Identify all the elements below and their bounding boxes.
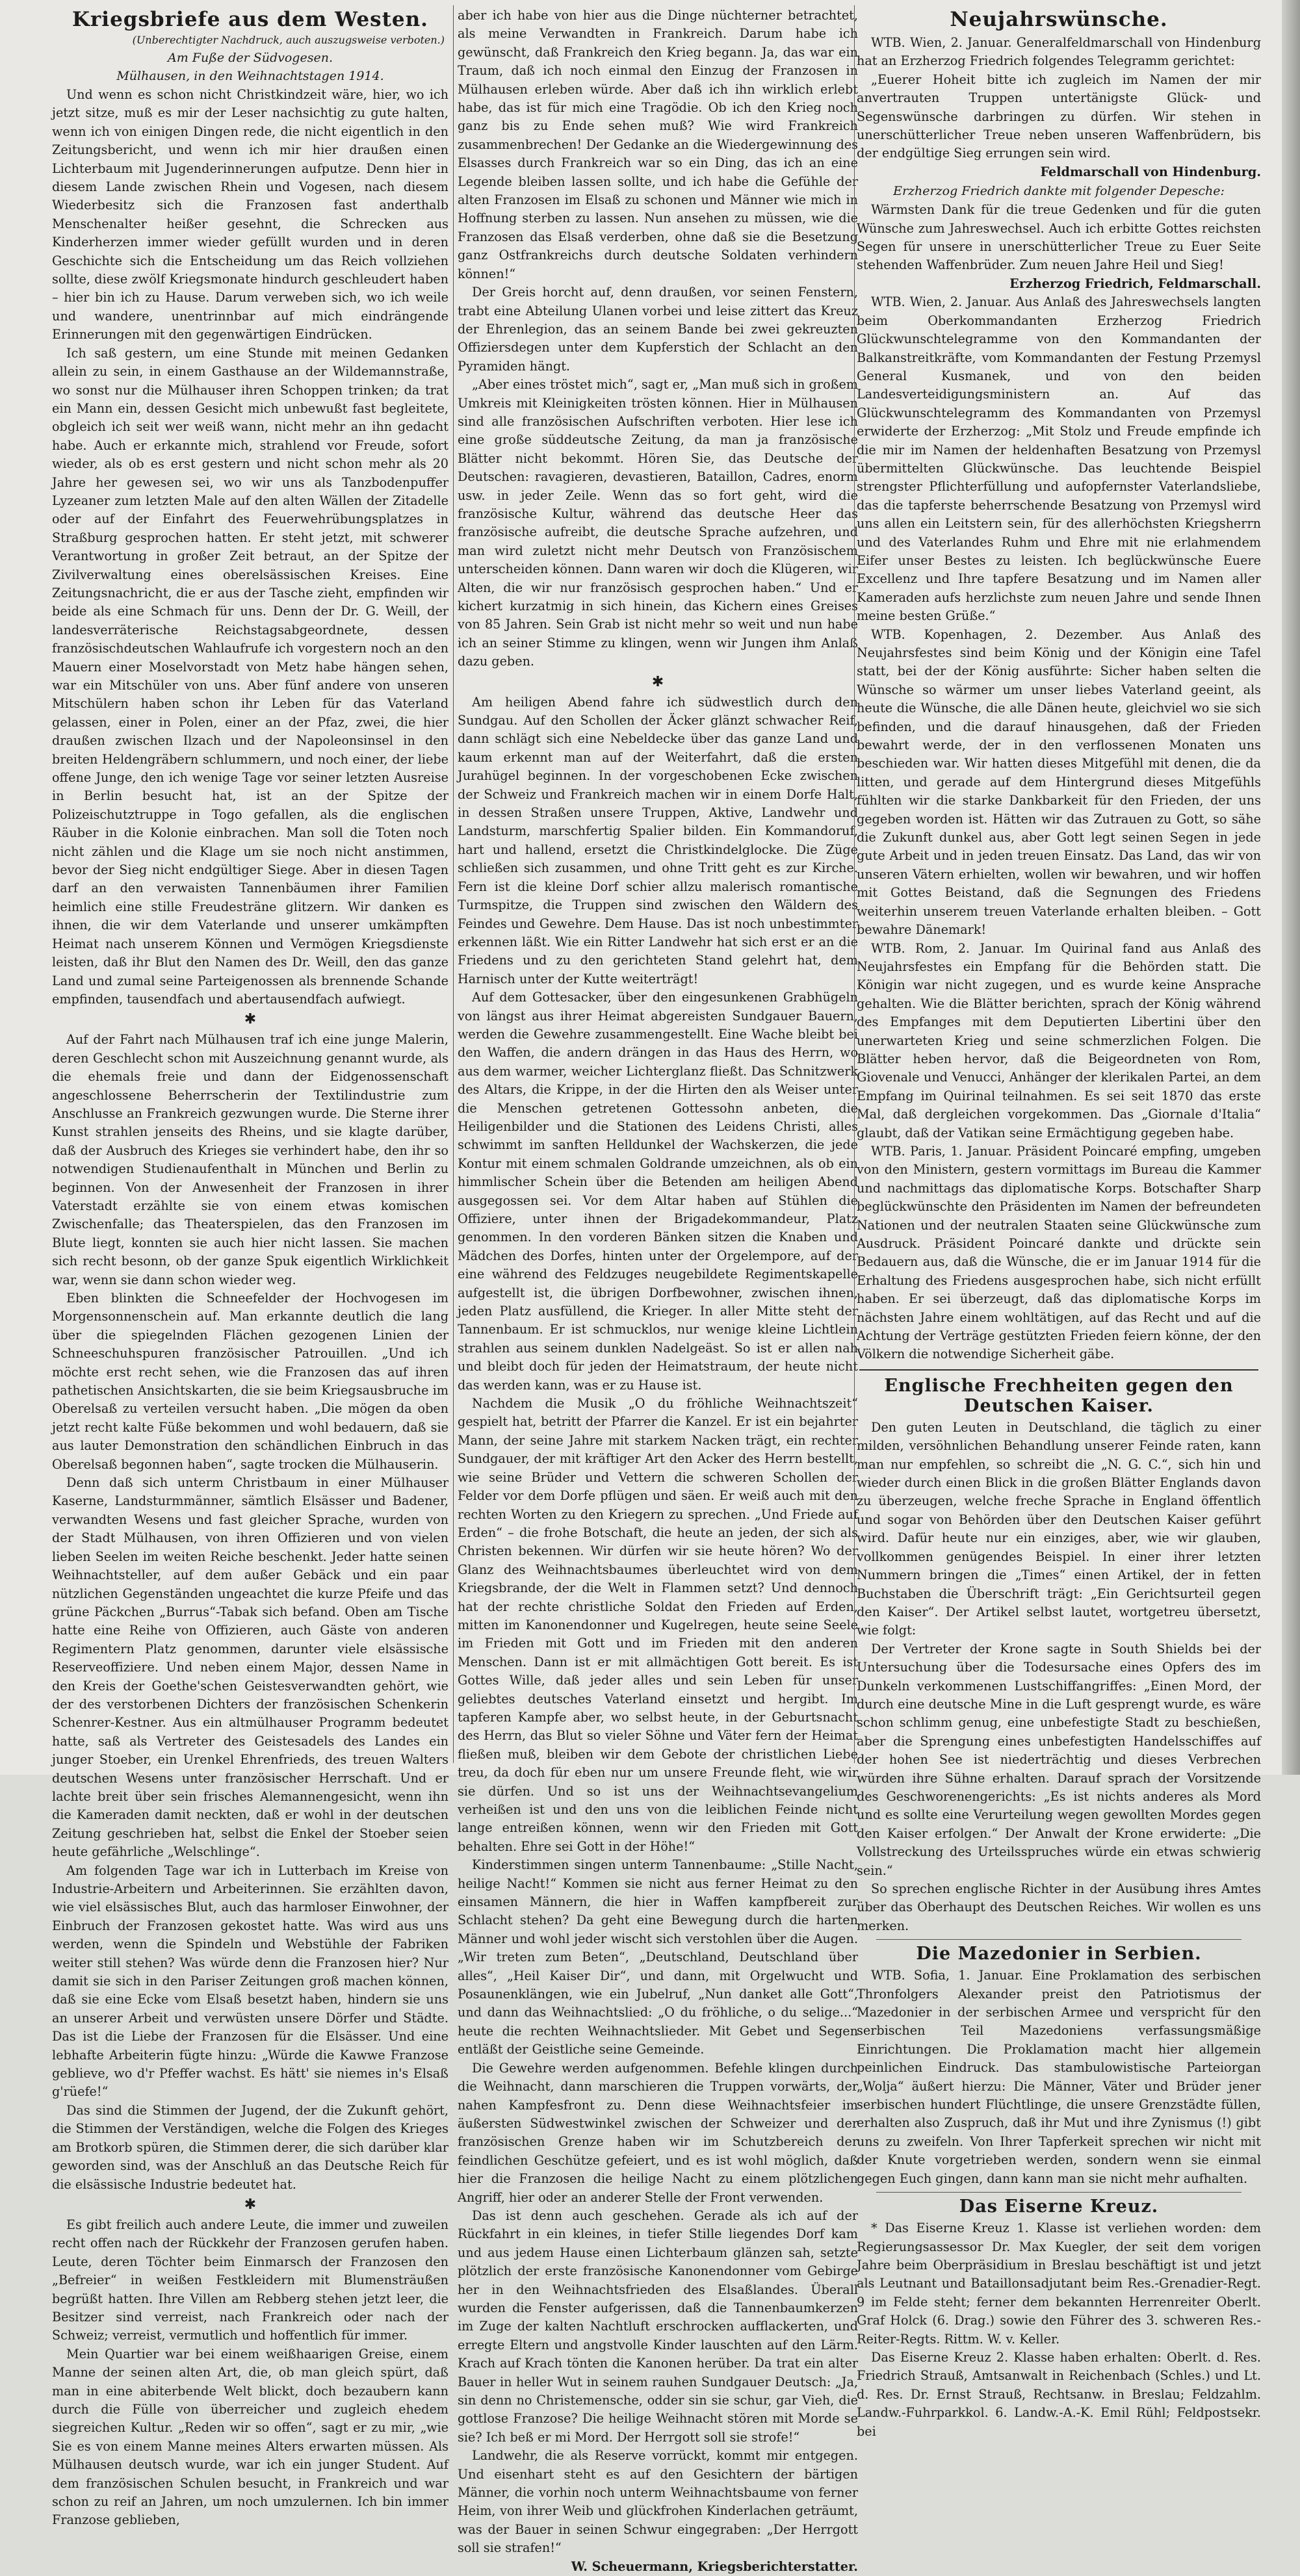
article-paragraph: Kinderstimmen singen unterm Tannenbaume: „Stille Nacht, heilige Nacht!“ Kommen sie nicht aus ferner Heimat zu den einsamen Männern, die hier in Waffen kampfbereit zur Schlacht stehen? Da geht eine Bewegung durch die harten Männer und wohl jeder wischt sich verstohlen über die Augen. „Wir treten zum Beten“, „Deutschland, Deutschland über alles“, „Heil Kaiser Dir“, und dann, mit Orgelwucht und Posaunenklängen, wie ein Jubelruf, „Nun danket alle Gott“, und dann das Weihnachtslied: „O du fröhliche, o du selige...“ heute die rechten Weihnachtslieder. Mit Gebet und Segen entläßt der Geistliche seine Gemeinde.	[458, 1857, 858, 2057]
article-title-kriegsbriefe: Kriegsbriefe aus dem Westen.	[72, 8, 428, 31]
news-item: Das Eiserne Kreuz 2. Klasse haben erhalten: Oberlt. d. Res. Friedrich Strauß, Amtsanwalt in Reichenbach (Schles.) und Lt. d. Res. Dr. Ernst Strauß, Rechtsanw. in Breslau; Feldzahlm. Landw.-Fuhrparkkol. 6. Landw.-A.-K. Emil Rühl; Feldpostsekr. bei	[857, 2349, 1261, 2439]
section-divider	[876, 2192, 1242, 2193]
column-divider	[854, 5, 855, 1763]
article-paragraph: Und wenn es schon nicht Christkindzeit wäre, hier, wo ich jetzt sitze, muß es mir der Leser nachsichtig zu gute halten, wenn ich von einigen Dingen rede, die nicht eigentlich in den Zeitungsbericht, und wenn ich mir hier draußen einen Lichterbaum mit Jugenderinnerungen aufputze. Denn hier in diesem Lande zwischen Rhein und Vogesen, nach diesem Wiederbesitz sich die Franzosen fast anderthalb Menschenalter heißer gesehnt, die Schrecken aus Kinderherzen immer wieder gefüllt wurden und in deren Geschichte sich die Entscheidung um das Reich vollziehen sollte, diese zwölf Kriegsmonate hindurch geschleudert haben – hier bin ich zu Hause. Darum verweben sich, wo ich weile und wandere, unentrinnbar auf mich eindrängende Erinnerungen mit den gegenwärtigen Eindrücken.	[52, 87, 448, 342]
page-edge-shadow	[1282, 0, 1300, 1775]
article-paragraph: Auf der Fahrt nach Mülhausen traf ich eine junge Malerin, deren Geschlecht schon mit Auszeichnung genannt wurde, als die ehemals freie und dann der Eidgenossenschaft angeschlossene Beherrscherin der Textilindustrie zum Anschlusse an Frankreich gezwungen wurde. Die Sterne ihrer Kunst strahlen jenseits des Rheins, und sie klagte darüber, daß der Ausbruch des Krieges sie verhindert habe, den ihr so notwendigen Studienaufenthalt in München und Berlin zu beginnen. Von der Anwesenheit der Franzosen in ihrer Vaterstadt erzählte sie von einem etwas komischen Zwischenfalle; das Theaterspielen, das den Franzosen im Blute liegt, konnten sie auch hier nicht lassen. Sie machen sich recht besonn, ob der ganze Spuk eigentlich Wirklichkeit war, wenn sie dann schon wieder weg.	[52, 1032, 448, 1287]
news-item: WTB. Rom, 2. Januar. Im Quirinal fand aus Anlaß des Neujahrsfestes ein Empfang für die Behörden statt. Die Königin war nicht zugegen, und es wurde keine Ansprache gehalten. Wie die Blätter berichten, sprach der König während des Empfanges mit dem Deputierten Libertini über den unerwarteten Krieg und seine schmerzlichen Folgen. Die Blätter heben hervor, daß die Beigeordneten von Rom, Giovenale und Venucci, Anhänger der klerikalen Partei, an dem Empfang im Quirinal teilnahmen. Es sei seit 1870 das erste Mal, daß dergleichen vorgekommen. Das „Giornale d'Italia“ glaubt, daß der Vatikan seine Ermächtigung gegeben habe.	[857, 940, 1261, 1140]
article-paragraph: Die Gewehre werden aufgenommen. Befehle klingen durch die Weihnacht, dann marschieren die Truppen vorwärts, der nahen Kampfesfront zu. Denn diese Weihnachtsfeier im äußersten Südwestwinkel zwischen der Schweizer und der französischen Grenze haben wir im Schutzbereich der feindlichen Geschütze gefeiert, und es ist wohl möglich, daß hier die Franzosen die heilige Nacht zu einem plötzlichen Angriff, hier oder an anderer Stelle der Front verwenden.	[458, 2060, 858, 2205]
section-divider	[859, 1369, 1258, 1371]
article-paragraph: Nachdem die Musik „O du fröhliche Weihnachtszeit“ gespielt hat, betritt der Pfarrer die Kanzel. Er ist ein bejahrter Mann, der seine Jahre mit starkem Nacken trägt, ein rechter Sundgauer, der mit kräftiger Art den Acker des Herrn bestellt, wie seine Brüder und Vettern die schweren Schollen der Felder vor dem Dorfe pflügen und säen. Er weiß auch mit den rechten Worten zu den Kriegern zu sprechen. „Und Friede auf Erden“ – die frohe Botschaft, die heute an jeden, der sich als Christen bekennen. Wir dürfen wir sie heute hören? Wo der Glanz des Weihnachtsbaumes überleuchtet wird von dem Kriegsbrande, der die Welt in Flammen setzt? Und dennoch hat der rechte christliche Soldat den Frieden auf Erden, mitten im Kanonendonner und Kugelregen, heute seine Seele im Frieden mit Gott und im Frieden mit den anderen Menschen. Dann ist er mit allmächtigen Gott bereit. Es ist Gottes Wille, daß jeder alles und sein Leben für unser geliebtes deutsches Vaterland einsetzt und hergibt. Im tapferen Kampfe aber, wo selbst heute, in der Geburtsnacht des Herrn, das Blut so vieler Söhne und Väter fern der Heimat fließen muß, bleiben wir dem Gebote der christlichen Liebe treu, da doch für eben nur um unsere Freunde fleht, wie wir sie dürfen. Und so ist uns der Weihnachtsevangelium verheißen ist und den uns von die leiblichen Feinde nicht lange entreißen können, wenn wir den Frieden mit Gott behalten. Ehre sei Gott in der Höhe!“	[458, 1396, 858, 1854]
news-item: So sprechen englische Richter in der Ausübung ihres Amtes über das Oberhaupt des Deutschen Reiches. Wir wollen es uns merken.	[857, 1881, 1261, 1933]
article-paragraph: aber ich habe von hier aus die Dinge nüchterner betrachtet, als meine Verwandten in Frankreich. Darum habe ich gewünscht, daß Frankreich den Krieg begann. Ja, das war ein Traum, daß ich noch einmal den Einzug der Franzosen in Mülhausen erleben würde. Aber daß ich ihn wirklich erlebt habe, das ist für mich eine Tragödie. Ob ich den Krieg noch ganz bis zu Ende sehen muß? Wie wird Frankreich zusammenbrechen! Der Gedanke an die Wiedergewinnung des Elsasses durch Frankreich war so ein Ding, das ich an eine Legende bleiben lassen sollte, und ich habe die Gefühle der alten Franzosen im Elsaß zu schonen und Männer wie mich in Hoffnung sterben zu lassen. Nun ansehen zu müssen, wie die Franzosen das Elsaß verderben, ohne daß sie die Besetzung ganz Ostfrankreichs durch deutsche Soldaten verhindern können!“	[458, 8, 858, 281]
article-paragraph: Eben blinkten die Schneefelder der Hochvogesen im Morgensonnenschein auf. Man erkannte deutlich die lang über die spiegelnden Flächen gezogenen Linien der Schneeschuhspuren französischer Patrouillen. „Und ich möchte erst recht sehen, wie die Franzosen das auf ihren pathetischen Ansichtskarten, die sie beim Kriegsausbruche im Oberelsaß zu verteilen versucht haben. „Die mögen da oben jetzt recht kalte Füße bekommen und wohl bedauern, daß sie aus lauter Demonstration den schändlichen Einbruch in das Oberelsaß begonnen haben“, sagte trocken die Mülhauserin.	[52, 1291, 448, 1472]
article-paragraph: Denn daß sich unterm Christbaum in einer Mülhauser Kaserne, Landsturmmänner, sämtlich Elsässer und Badener, verwandten Wesens und fast gleicher Sprache, wurden von der Stadt Mülhausen, von ihren Offizieren und von vielen lieben Seelen im weiten Reiche beschenkt. Jeder hatte seinen Weihnachtsteller, auf dem außer Gebäck und ein paar nützlichen Gegenständen ungeachtet die kurze Pfeife und das grüne Päckchen „Burrus“-Tabak sich befand. Oben am Tische hatte eine Reihe von Offizieren, auch Gäste von anderen Regimentern Platz genommen, darunter viele elsässische Reserveoffiziere. Und neben einem Major, dessen Name in den Kreis der Goethe'schen Geistesverwandten gehört, wie der des verstorbenen Dichters der französischen Schenkerin Schenrer-Kestner. Aus ein altmülhauser Programm bedeutet hatte, saß als Vertreter des Geistesadels des Landes ein junger Stoeber, ein Urenkel Ehrenfrieds, des treuen Walters deutschen Wesens unter französischer Herrschaft. Und er lachte breit über sein frisches Alemannengesicht, wenn ihn die Kameraden damit neckten, daß er wohl in der deutschen Zeitung geschrieben hat, selbst die Enkel der Stoeber seien heute gefährliche „Welschlinge“.	[52, 1475, 448, 1860]
telegram-signature: Feldmarschall von Hindenburg.	[1040, 164, 1261, 179]
article-paragraph: Ich saß gestern, um eine Stunde mit meinen Gedanken allein zu sein, in einem Gasthause an der Wildemannstraße, wo sonst nur die Mülhauser ihren Schoppen trinken; da trat ein Mann ein, dessen Gesicht mich unbewußt fast begleitete, obgleich ich seit wer weiß wann, nicht mehr an ihn gedacht habe. Auch er erkannte mich, strahlend vor Freude, sofort wieder, als ob es erst gestern und nicht schon mehr als 20 Jahre her gewesen sei, wo wir uns als Tanzbodenpuffer Lyzeaner zum letzten Male auf den alten Wällen der Zitadelle oder auf der Einfahrt des Feuerwehrübungsplatzes in Straßburg gesprochen hatten. Er steht jetzt, mit schwerer Verantwortung in großer Zeit betraut, an der Spitze der Zivilverwaltung eines oberelsässischen Kreises. Eine Zeitungsnachricht, die er aus der Tasche zieht, empfinden wir beide als eine Schmach für uns. Denn der Dr. G. Weill, der landesverräterische Reichstagsabgeordnete, dessen französischdeutschen Wahlaufrufe ich vorgestern noch an den Mauern einer Moselvorstadt von Metz habe hängen sehen, war ein Mitschüler von uns. Aber fünf andere von unseren Mitschülern haben schon ihr Leben für das Vaterland gelassen, einer in Polen, einer an der Pfaz, zwei, die hier draußen zwischen Ilzach und der Napoleonsinsel in den breiten Heldengräbern schlummern, und noch einer, der liebe offene Junge, den ich wenige Tage vor seiner letzten Ausreise in Berlin besucht hat, ist an der Spitze der Polizeischutztruppe in Togo gefallen, als die englischen Räuber in die Kolonie einbrachen. Man soll die Toten noch nicht zählen und die Klage um sie noch nicht anstimmen, bevor der Sieg nicht endgültiger Siege. Aber in diesen Tagen darf an den verwaisten Tannenbäumen ihrer Familien heimlich eine stille Freudesträne glitzern. Wir danken es ihnen, die wir dem Vaterlande und unserer umkämpften Heimat nach unserem Können und Vermögen Kriegsdienste leisten, daß ihr Blut den Namen des Dr. Weill, den das ganze Land und zumal seine Parteigenossen als brennende Schande empfinden, tausendfach und abertausendfach aufwiegt.	[52, 345, 448, 1007]
author-signature: W. Scheuermann, Kriegsberichterstatter.	[571, 2558, 858, 2574]
section-star-divider: ✱	[244, 1011, 257, 1028]
news-item: Wärmsten Dank für die treue Gedenken und für die guten Wünsche zum Jahreswechsel. Auch ich erbitte Gottes reichsten Segen für unsere in unerschütterlicher Treue zu Euer Seite stehenden Waffenbrüder. Zum neuen Jahre Heil und Sieg!	[857, 202, 1261, 273]
news-item: Den guten Leuten in Deutschland, die täglich zu einer milden, versöhnlichen Behandlung unserer Feinde raten, kann man nur empfehlen, so schreibt die „N. G. C.“, sich hin und wieder durch einen Blick in die großen Blätter Englands davon zu überzeugen, welche freche Sprache in England öffentlich und sogar von Behörden über den Deutschen Kaiser geführt wird. Dafür heute nur ein einziges, aber, wie wir glauben, vollkommen genügendes Beispiel. In einer ihrer letzten Nummern bringen die „Times“ einen Artikel, der in fetten Buchstaben die Überschrift trägt: „Ein Gerichtsurteil gegen den Kaiser“. Der Artikel selbst lautet, wortgetreu übersetzt, wie folgt:	[857, 1419, 1261, 1638]
news-item: WTB. Kopenhagen, 2. Dezember. Aus Anlaß des Neujahrsfestes sind beim König und der Königin eine Tafel statt, bei der der König ausführte: Sicher haben selten die Wünsche so wärmer um unser liebes Vaterland geeint, als heute die Wünsche, die alle Dänen heute, gleichviel wo sie sich befinden, und die darauf hinausgehen, daß der Frieden bewahrt werde, der in den verflossenen Monaten uns beschieden war. Wir hatten dieses Mitgefühl mit denen, die da litten, und gerade auf dem Hintergrund dieses Mitgefühls fühlten wir die starke Dankbarkeit für den Frieden, der uns gegeben worden ist. Hätten wir das Zutrauen zu Gott, so sähe die Zukunft dunkel aus, aber Gott legt seinen Segen in jede gute Arbeit und in jeden treuen Einsatz. Das Land, das wir von unseren Vätern erhielten, wollen wir bewahren, und wir hoffen mit Gottes Beistand, daß die Segnungen des Friedens weiterhin unserem treuen Vaterlande erhalten bleiben. – Gott bewahre Dänemark!	[857, 626, 1261, 938]
news-item: WTB. Paris, 1. Januar. Präsident Poincaré empfing, umgeben von den Ministern, gestern vormittags im Bureau die Kammer und nachmittags das diplomatische Korps. Botschafter Sharp beglückwünschte den Präsidenten im Namen der befreundeten Nationen und der neutralen Staaten seine Glückwünsche zum Ausdruck. Präsident Poincaré dankte und drückte sein Bedauern aus, daß die Wünsche, die er im Januar 1914 für die Erhaltung des Friedens ausgesprochen habe, sich nicht erfüllt haben. Er sei überzeugt, daß das diplomatische Korps im nächsten Jahre einem wohltätigen, auf das Recht und auf die Achtung der Verträge gestützten Frieden feiern könne, der den Völkern die notwendige Sicherheit gäbe.	[857, 1143, 1261, 1362]
news-item: * Das Eiserne Kreuz 1. Klasse ist verliehen worden: dem Regierungsassessor Dr. Max Kuegler, der seit dem vorigen Jahre beim Oberpräsidium in Breslau beschäftigt ist und jetzt als Leutnant und Bataillonsadjutant beim Res.-Grenadier-Regt. 9 im Felde steht; ferner dem bekannten Herrenreiter Oberlt. Graf Holck (6. Drag.) sowie den Führer des 3. schweren Res.-Reiter-Regts. Rittm. W. v. Keller.	[857, 2221, 1261, 2347]
news-item: WTB. Wien, 2. Januar. Aus Anlaß des Jahreswechsels langten beim Oberkommandanten Erzherzog Friedrich Glückwunschtelegramme von den Kommandanten der Balkanstreitkräfte, vom Kommandanten der Festung Przemysl General Kusmanek, und von den beiden Landesverteidigungsministern an. Auf das Glückwunschtelegramm des Kommandanten von Przemysl erwiderte der Erzherzog: „Mit Stolz und Freude empfinde ich die mir im Namen der heldenhaften Besatzung von Przemysl übermittelten Glückwünsche. Das leuchtende Beispiel strengster Pflichterfüllung und aufopfernster Vaterlandsliebe, das die tapferste beherrschende Besatzung von Przemysl wird uns allen ein Leitstern sein, für des allerhöchsten Kriegsherrn und des Vaterlandes Ruhm und Ehre mit nie erlahmendem Eifer unser Bestes zu leisten. Ich beglückwünsche Euere Excellenz und Ihre tapfere Besatzung und im Namen aller Kameraden aufs herzlichste zum neuen Jahre und sende Ihnen meine besten Grüße.“	[857, 294, 1261, 624]
article-subtitle: Am Fuße der Südvogesen.	[168, 51, 333, 65]
article-paragraph: „Aber eines tröstet mich“, sagt er, „Man muß sich in großem Umkreis mit Kleinigkeiten trösten können. Hier in Mülhausen sind alle französischen Aufschriften verboten. Hier lese ich eine große süddeutsche Zeitung, da man ja französische Blätter nicht bekommt. Hören Sie, das Deutsche der Deutschen: ravagieren, devastieren, Bataillon, Cadres, enorm usw. in jeder Zeile. Wenn das so fort geht, wird die französische Kultur, während das deutsche Heer das französische aufreibt, die deutsche Sprache aufzehren, und man wird zuletzt nicht mehr Deutsch von Französischem unterscheiden können. Dann waren wir doch die Klügeren, wir Alten, die wir nur französisch gesprochen haben.“ Und er kichert kurzatmig in sich hinein, das Kichern eines Greises von 85 Jahren. Sein Grab ist nicht mehr so weit und nun habe ich an seiner Stimme zu klingen, wenn wir Jungen ihm Anlaß dazu geben.	[458, 377, 858, 669]
column-middle	[458, 6, 858, 2574]
section-star-divider: ✱	[651, 673, 664, 690]
article-title-eisernes-kreuz: Das Eiserne Kreuz.	[959, 2196, 1159, 2217]
article-paragraph: Landwehr, die als Reserve vorrückt, kommt mir entgegen. Und eisenhart steht es auf den Gesichtern der bärtigen Männer, die vorhin noch unterm Weihnachtsbaume von ferner Heim, von ihrer Weib und glückfrohen Kinderlachen geträumt, was der Bauer in seinen Schwur eingegraben: „Der Herrgott soll sie strafen!“	[458, 2448, 858, 2556]
telegram-signature: Erzherzog Friedrich, Feldmarschall.	[1009, 276, 1261, 291]
reprint-note: (Unberechtigter Nachdruck, auch auszugsweise verboten.)	[132, 34, 445, 46]
column-divider	[453, 5, 454, 1763]
news-item: „Euerer Hoheit bitte ich zugleich im Namen der mir anvertrauten Truppen untertänigste Glück- und Segenswünsche darbringen zu dürfen. Wir stehen in unerschütterlicher Treue neben unseren Waffenbrüdern, bis der endgültige Sieg errungen sein wird.	[857, 71, 1261, 161]
article-paragraph: Mein Quartier war bei einem weißhaarigen Greise, einem Manne der seinen alten Art, die, ob man gleich spürt, daß man in eine abiterbende Welt blickt, doch bezaubern kann durch die Fülle von überreicher und zugleich ehedem siegreichen Kultur. „Reden wir so offen“, sagt er zu mir, „wie Sie es von einem Manne meines Alters erwarten müssen. Als Mülhausen deutsch wurde, war ich ein junger Student. Auf dem französischen Schulen besucht, in Frankreich und war schon zu reif an Jahren, um noch umzulernen. Ich bin immer Franzose geblieben,	[52, 2346, 448, 2528]
article-paragraph: Am folgenden Tage war ich in Lutterbach im Kreise von Industrie-Arbeitern und Arbeiterinnen. Sie erzählten davon, wie viel elsässisches Blut, auch das harmloser Einwohner, der Einbruch der Franzosen gekostet hatte. Was wird aus uns werden, wenn die Spindeln und Webstühle der Fabriken weiter still stehen? Was würde denn die Franzosen hier? Nur damit sie sich in den Pariser Zeitungen groß machen können, daß sie eine Ecke vom Elsaß besetzt haben, hindern sie uns an unserer Arbeit und verwüsten unsere Dörfer und Städte. Das ist die Liebe der Franzosen für die Elsässer. Und eine lebhafte Arbeiterin fügte hinzu: „Würde die Kawwe Franzose geblieve, wo d'r Pfeffer wachst. Es hätt' sie niemes in's Elsaß g'rüefe!“	[52, 1862, 448, 2100]
news-item: WTB. Wien, 2. Januar. Generalfeldmarschall von Hindenburg hat an Erzherzog Friedrich folgendes Telegramm gerichtet:	[857, 35, 1261, 69]
article-paragraph: Am heiligen Abend fahre ich südwestlich durch den Sundgau. Auf den Schollen der Äcker glänzt schwacher Reif, dann schlägt sich eine Nebeldecke über das ganze Land und kaum erkennt man auf der Weiterfahrt, daß die ersten Jurahügel beginnen. In der vorgeschobenen Ecke zwischen der Schweiz und Frankreich machen wir in einem Dorfe Halt, in dessen Straßen unsere Truppen, Aktive, Landwehr und Landsturm, marschfertig Spalier bilden. Ein Kommandoruf, hart und hallend, ersetzt die Christkindelglocke. Die Züge schließen sich zusammen, und ohne Tritt geht es zur Kirche. Fern ist die kleine Dorf schier allzu malerisch romantische Turmspitze, die Truppen sind zwischen den Wäldern des Feindes und Gewehre. Dem Hause. Das ist noch unbestimmter erkennen läßt. Wie ein Ritter Landwehr hat sich erst er an die Friedens und zu den gerichteten Stand gelehrt hat, dem Harnisch unter der Kutte weiterträgt!	[458, 694, 858, 986]
article-paragraph: Das ist denn auch geschehen. Gerade als ich auf der Rückfahrt in ein kleines, in tiefer Stille liegendes Dorf kam und aus jedem Hause einen Lichterbaum glänzen sah, setzte plötzlich der erste französische Kanonendonner vom Gebirge her in den Weihnachtsfrieden des Elsaßlandes. Überall wurden die Fenster aufgerissen, daß die Tannenbaumkerzen im Zuge der kalten Nachtluft erschrocken aufflackerten, und erregte Eltern und angstvolle Kinder lauschten auf den Lärm. Krach auf Krach tönten die Kanonen herüber. Da trat ein alter Bauer in heller Wut in seinem rauhen Sundgauer Deutsch: „Ja, sin denn no Christemensche, odder sin sie schur, gar Vieh, die gottlose Franzose? Die heilige Weihnacht stören mit Morde se sie? Ich beß er mi Mord. Der Herrgott soll sie strofe!“	[458, 2208, 858, 2445]
article-title-mazedonier: Die Mazedonier in Serbien.	[916, 1944, 1202, 1964]
article-dateline: Mülhausen, in den Weihnachtstagen 1914.	[116, 69, 384, 83]
section-star-divider: ✱	[244, 2196, 257, 2213]
article-paragraph: Der Greis horcht auf, denn draußen, vor seinen Fenstern, trabt eine Abteilung Ulanen vorbei und leise zittert das Kreuz der Ehrenlegion, das an seinem Bande bei zwei gekreuzten Offiziersdegen unter dem Kupferstich der Schlacht an den Pyramiden hängt.	[458, 285, 858, 374]
news-subheading: Erzherzog Friedrich dankte mit folgender Depesche:	[893, 184, 1225, 199]
news-item: Der Vertreter der Krone sagte in South Shields bei der Untersuchung über die Todesursache eines Opfers des im Dunkeln verkommenen Lustschiffangriffes: „Einen Mord, der durch eine deutsche Mine in die Luft gesprengt wurde, es wäre schon schlimm genug, eine unbefestigte Stadt zu beschießen, aber die Sprengung eines unbefestigten Handelsschiffes auf der hohen See ist niederträchtig und dieses Verbrechen würden ihre Sühne erhalten. Darauf sprach der Vorsitzende des Geschworenengerichts: „Es ist nichts anderes als Mord und es sollte eine Verurteilung wegen gewollten Mordes gegen den Kaiser erfolgen.“ Der Anwalt der Krone erwiderte: „Die Vollstreckung des Urteilsspruches würde ein etwas schwierig sein.“	[857, 1641, 1261, 1878]
news-item: WTB. Sofia, 1. Januar. Eine Proklamation des serbischen Thronfolgers Alexander preist den Patriotismus der Mazedonier in der serbischen Armee und verspricht für den serbischen Teil Mazedoniens verfassungsmäßige Einrichtungen. Die Proklamation macht hier allgemein peinlichen Eindruck. Das stambulowistische Parteiorgan „Wolja“ äußert hierzu: Die Männer, Väter und Brüder jener serbischen hundert Flüchtlinge, die unsere Grenzstädte füllen, erhalten also Zuspruch, daß ihr Mut und ihre Zynismus (!) gibt uns zu zweifeln. Von Ihrer Tapferkeit sprechen wir nicht mit der Knute vorgetrieben werden, sondern wenn sie einmal gegen Euch gingen, dann kann man sie nicht mehr aufhalten.	[857, 1968, 1261, 2186]
section-divider	[876, 1939, 1242, 1940]
article-title-englische-frechheiten: Englische Frechheiten gegen den Deutschen Kaiser.	[884, 1375, 1234, 1416]
article-paragraph: Das sind die Stimmen der Jugend, der die Zukunft gehört, die Stimmen der Verständigen, welche die Folgen des Krieges am Brotkorb spüren, die Stimmen derer, die sich darüber klar geworden sind, was der Anschluß an das Deutsche Reich für die elsässische Industrie bedeutet hat.	[52, 2102, 448, 2192]
column-right	[857, 6, 1261, 2439]
article-paragraph: Auf dem Gottesacker, über den eingesunkenen Grabhügeln von längst aus ihrer Heimat abgereisten Sundgauer Bauern, werden die Gewehre zusammengestellt. Eine Wache bleibt bei den Waffen, die andern drängen in das Haus des Herrn, wo aus dem warmer, weicher Lichterglanz fließt. Das Schnitzwerk des Altars, die Krippe, in der die Hirten den als Weiser unter die Menschen getretenen Gottessohn anbeten, die Heiligenbilder und die Stationen des Leidens Christi, alles schwimmt im sanften Helldunkel der Wachskerzen, die jede Kontur mit einem schmalen Goldrande umzeichnen, als ob ein himmlischer Schein über die Betenden am heiligen Abend ausgegossen sei. Vor dem Altar haben auf Stühlen die Offiziere, unter ihnen der Brigadekommandeur, Platz genommen. In den vorderen Bänken sitzen die Knaben und Mädchen des Dorfes, hinten unter der Orgelempore, auf der eine während des Feldzuges neugebildete Regimentskapelle aufgestellt ist, die übrigen Dorfbewohner, zwischen ihnen, jeden Platz ausfüllend, die Krieger. In aller Mitte steht der Tannenbaum. Er ist schmucklos, nur wenige kleine Lichtlein strahlen aus seinem dunklen Nadelgeäst. So ist er allen nah und bleibt doch für jeden der Heimatstraum, der heute nicht das werden kann, was er zu Hause ist.	[458, 990, 858, 1393]
article-title-neujahrswuensche: Neujahrswünsche.	[950, 8, 1168, 31]
article-paragraph: Es gibt freilich auch andere Leute, die immer und zuweilen recht offen nach der Rückkehr der Franzosen gerufen haben. Leute, deren Töchter beim Einmarsch der Franzosen den „Befreier“ in weißen Festkleidern mit Blumensträußen begrüßt hatten. Ihre Villen am Rebberg stehen jetzt leer, die Besitzer sind verreist, nach Frankreich oder nach der Schweiz; verreist, vermutlich und hoffentlich für immer.	[52, 2217, 448, 2343]
column-left	[52, 6, 448, 2528]
